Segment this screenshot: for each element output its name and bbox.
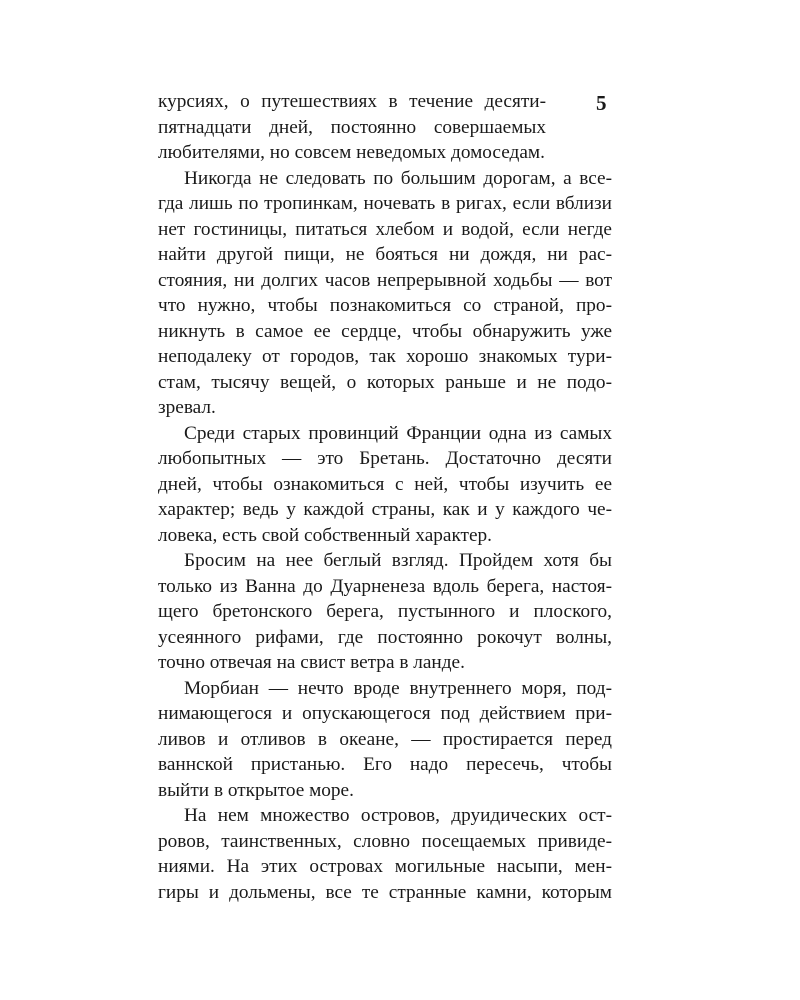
- text-line: стам, тысячу вещей, о которых раньше и не подо-: [158, 371, 612, 393]
- text-line: ниями. На этих островах могильные насыпи, мен-: [158, 856, 612, 877]
- text-line: неподалеку от городов, так хорошо знакомых тури-: [158, 346, 612, 367]
- text-line: точно отвечая на свист ветра в ланде.: [158, 652, 465, 673]
- text-line: На нем множество островов, друидических ост-: [184, 805, 612, 826]
- paragraph: [158, 89, 612, 166]
- text-line: что нужно, чтобы познакомиться со страной, про-: [158, 295, 612, 316]
- paragraph: [158, 548, 612, 676]
- text-line: гда лишь по тропинкам, ночевать в ригах, если вблизи: [158, 193, 612, 214]
- paragraph: [158, 803, 612, 905]
- text-line: Среди старых провинций Франции одна из самых: [184, 422, 612, 444]
- text-line: Морбиан — нечто вроде внутреннего моря, под-: [184, 677, 612, 699]
- text-line: гиры и дольмены, все те странные камни, которым: [158, 881, 612, 903]
- text-line: выйти в открытое море.: [158, 779, 354, 801]
- text-line: усеянного рифами, где постоянно рокочут волны,: [158, 626, 612, 648]
- text-line: зревал.: [158, 397, 216, 418]
- text-line: характер; ведь у каждой страны, как и у каждого че-: [158, 499, 612, 520]
- text-line: нет гостиницы, питаться хлебом и водой, если негде: [158, 218, 612, 240]
- paragraph: [158, 421, 612, 549]
- paragraph: [158, 676, 612, 804]
- text-line: дней, чтобы ознакомиться с ней, чтобы изучить ее: [158, 473, 612, 495]
- text-line: ловека, есть свой собственный характер.: [158, 524, 493, 546]
- body-text: [158, 89, 612, 905]
- text-line: стояния, ни долгих часов непрерывной ходьбы — вот: [158, 269, 612, 291]
- text-line: нимающегося и опускающегося под действием при-: [158, 703, 612, 724]
- page-number: 5: [596, 91, 607, 115]
- text-line: ровов, таинственных, словно посещаемых привиде-: [158, 830, 612, 852]
- text-line: пятнадцати дней, постоянно совершаемых: [158, 116, 546, 138]
- text-line: ливов и отливов в океане, — простирается перед: [158, 728, 612, 750]
- text-line: курсиях, о путешествиях в течение десяти-: [158, 91, 546, 112]
- text-line: никнуть в самое ее сердце, чтобы обнаружить уже: [158, 320, 612, 342]
- text-line: щего бретонского берега, пустынного и плоского,: [158, 601, 612, 622]
- paragraph: [158, 166, 612, 421]
- text-line: Никогда не следовать по большим дорогам, а все-: [184, 167, 612, 189]
- text-line: любопытных — это Бретань. Достаточно десяти: [158, 448, 612, 469]
- text-line: найти другой пищи, не бояться ни дождя, ни рас-: [158, 244, 612, 265]
- text-line: только из Ванна до Дуарненеза вдоль берега, настоя-: [158, 575, 612, 597]
- text-line: Бросим на нее беглый взгляд. Пройдем хотя бы: [184, 550, 612, 571]
- text-line: любителями, но совсем неведомых домоседам.: [158, 142, 545, 163]
- text-line: ваннской пристанью. Его надо пересечь, чтобы: [158, 754, 612, 775]
